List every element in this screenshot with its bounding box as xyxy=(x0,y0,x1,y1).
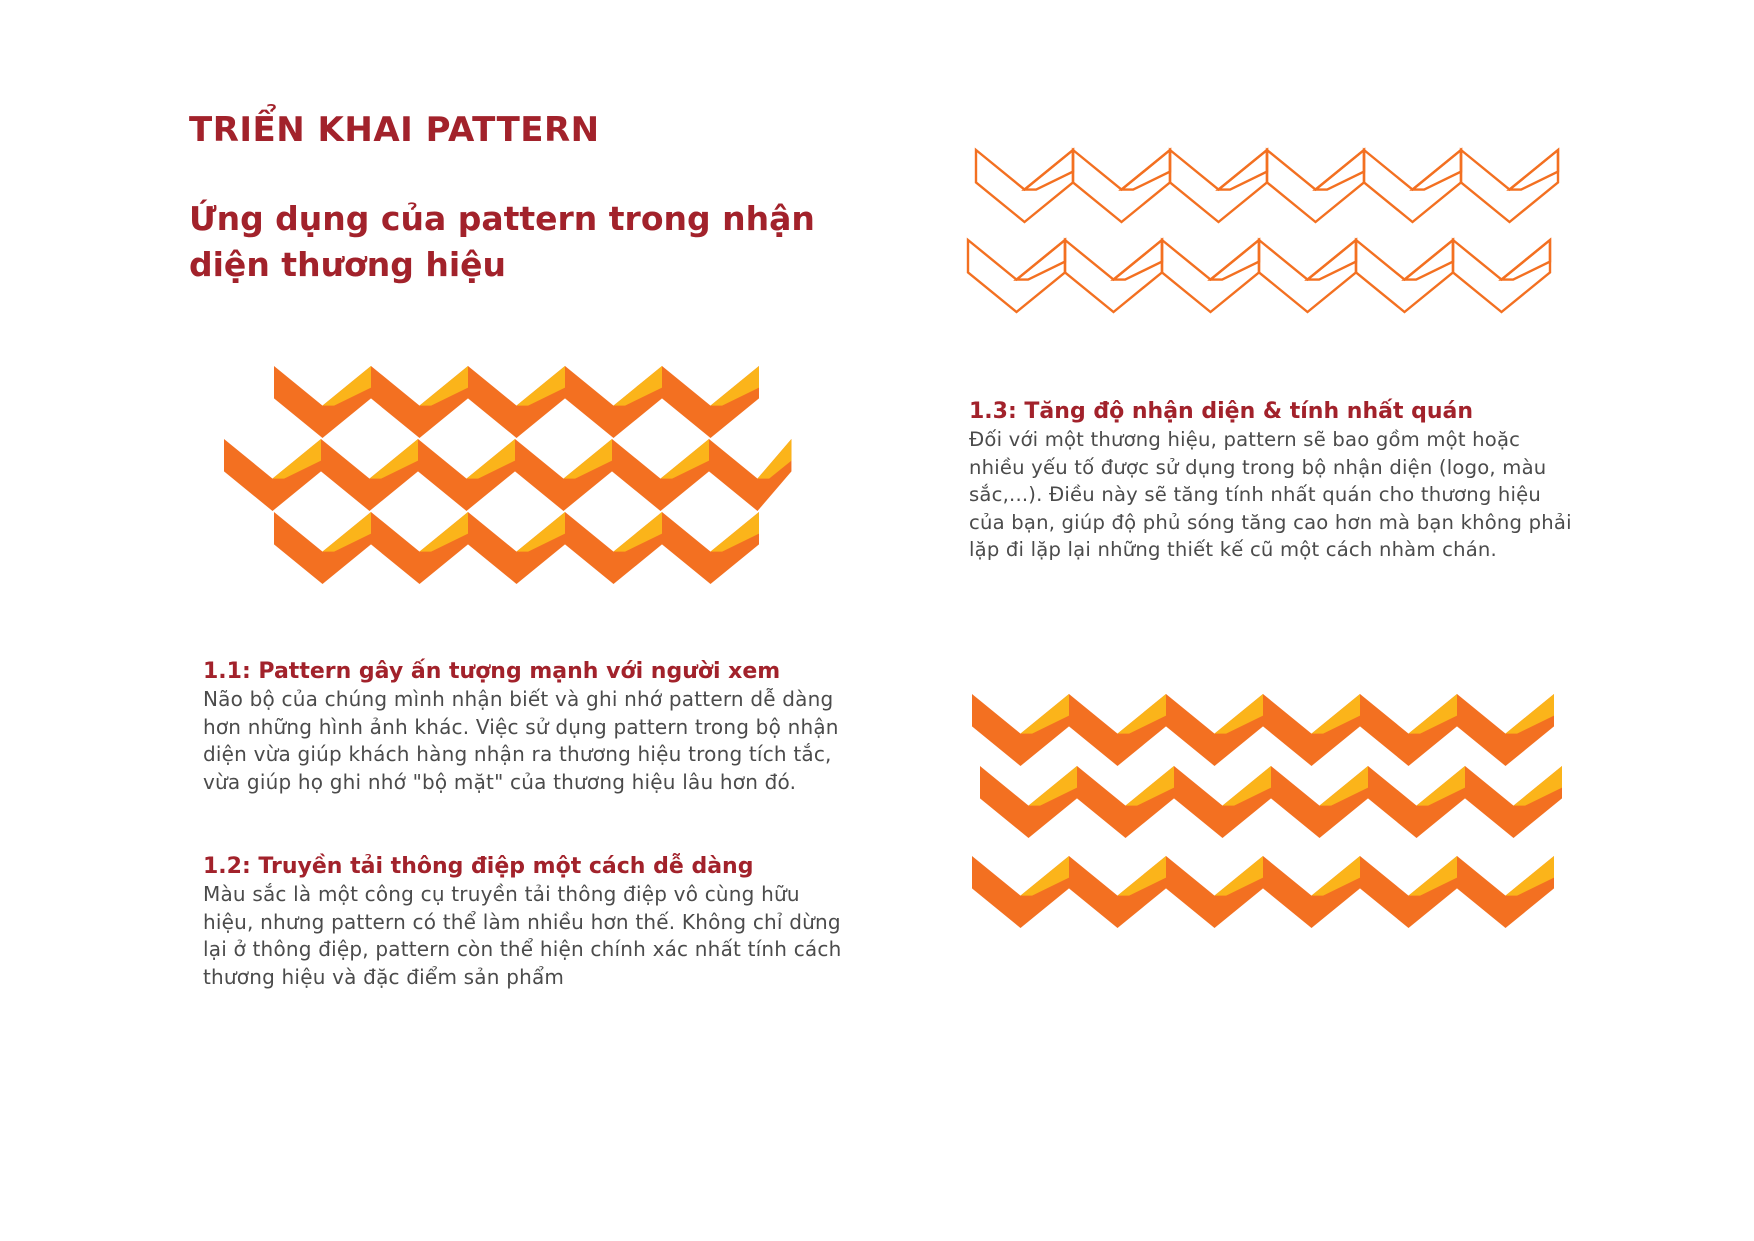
chevron-left-arm xyxy=(1263,856,1312,928)
page-title: TRIỂN KHAI PATTERN xyxy=(189,110,600,150)
chevron-left-arm xyxy=(274,366,323,438)
chevron-left-arm xyxy=(1077,766,1126,838)
chevron-left-arm xyxy=(972,694,1021,766)
section-heading: 1.2: Truyền tải thông điệp một cách dễ dàng xyxy=(203,854,754,879)
chevron-left-arm xyxy=(371,512,420,584)
chevron-left-arm xyxy=(1069,856,1118,928)
chevron-left-arm xyxy=(1457,694,1506,766)
chevron-flap-outline xyxy=(1025,150,1074,190)
chevron-left-arm xyxy=(980,766,1029,838)
chevron-left-arm xyxy=(468,366,517,438)
chevron-left-arm xyxy=(662,512,711,584)
section-message-delivery xyxy=(203,853,843,991)
section-pattern-impression xyxy=(203,658,843,796)
chevron-flap-outline xyxy=(1502,240,1551,280)
chevron-flap-outline xyxy=(1114,240,1163,280)
chevron-left-arm xyxy=(662,366,711,438)
chevron-left-arm xyxy=(1360,856,1409,928)
chevron-left-arm xyxy=(371,366,420,438)
chevron-flap-outline xyxy=(1017,240,1066,280)
solid-chevron-pattern-honeycomb xyxy=(222,364,808,586)
chevron-left-arm xyxy=(565,366,614,438)
chevron-left-arm xyxy=(1457,856,1506,928)
chevron-left-arm xyxy=(418,439,467,511)
chevron-flap-outline xyxy=(1316,150,1365,190)
chevron-left-arm xyxy=(709,439,758,511)
outline-chevron-pattern xyxy=(966,148,1562,316)
section-body: Não bộ của chúng mình nhận biết và ghi nhớ pattern dễ dàng hơn những hình ảnh khác. Việc sử dụng pattern trong bộ nhận diện vừa giúp khách hàng nhận ra thương hiệu trong tích tắc, vừa giúp họ ghi nhớ "bộ mặt" của thương hiệu lâu hơn đó. xyxy=(203,687,839,794)
chevron-left-arm xyxy=(224,439,273,511)
solid-chevron-pattern-rows xyxy=(970,692,1556,930)
section-body: Màu sắc là một công cụ truyền tải thông điệp vô cùng hữu hiệu, nhưng pattern có thể làm nhiều hơn thế. Không chỉ dừng lại ở thông điệp, pattern còn thể hiện chính xác nhất tính cách thương hiệu và đặc điểm sản phẩm xyxy=(203,882,842,989)
chevron-flap-outline xyxy=(1413,150,1462,190)
chevron-flap-outline xyxy=(1510,150,1559,190)
chevron-flap-outline xyxy=(1122,150,1171,190)
chevron-flap-outline xyxy=(1211,240,1260,280)
page-subtitle: Ứng dụng của pattern trong nhận diện thương hiệu xyxy=(189,199,815,284)
chevron-left-arm xyxy=(274,512,323,584)
chevron-left-arm xyxy=(1465,766,1514,838)
chevron-flap-outline xyxy=(1308,240,1357,280)
chevron-left-arm xyxy=(1263,694,1312,766)
chevron-left-arm xyxy=(1166,694,1215,766)
chevron-left-arm xyxy=(1368,766,1417,838)
chevron-left-arm xyxy=(1271,766,1320,838)
chevron-left-arm xyxy=(515,439,564,511)
chevron-flap-outline xyxy=(1405,240,1454,280)
chevron-left-arm xyxy=(612,439,661,511)
chevron-left-arm xyxy=(468,512,517,584)
chevron-left-arm xyxy=(1174,766,1223,838)
section-heading: 1.3: Tăng độ nhận diện & tính nhất quán xyxy=(969,399,1474,424)
chevron-left-arm xyxy=(565,512,614,584)
section-body: Đối với một thương hiệu, pattern sẽ bao gồm một hoặc nhiều yếu tố được sử dụng trong bộ nhận diện (logo, màu sắc,...). Điều này sẽ tăng tính nhất quán cho thương hiệu của bạn, giúp độ phủ sóng tăng cao hơn mà bạn không phải lặp đi lặp lại những thiết kế cũ một cách nhàm chán. xyxy=(969,428,1572,561)
section-heading: 1.1: Pattern gây ấn tượng mạnh với người xem xyxy=(203,659,781,684)
section-recognition-consistency xyxy=(969,398,1579,564)
chevron-left-arm xyxy=(1069,694,1118,766)
chevron-left-arm xyxy=(1166,856,1215,928)
chevron-flap-outline xyxy=(1219,150,1268,190)
chevron-left-arm xyxy=(321,439,370,511)
chevron-left-arm xyxy=(972,856,1021,928)
chevron-left-arm xyxy=(1360,694,1409,766)
